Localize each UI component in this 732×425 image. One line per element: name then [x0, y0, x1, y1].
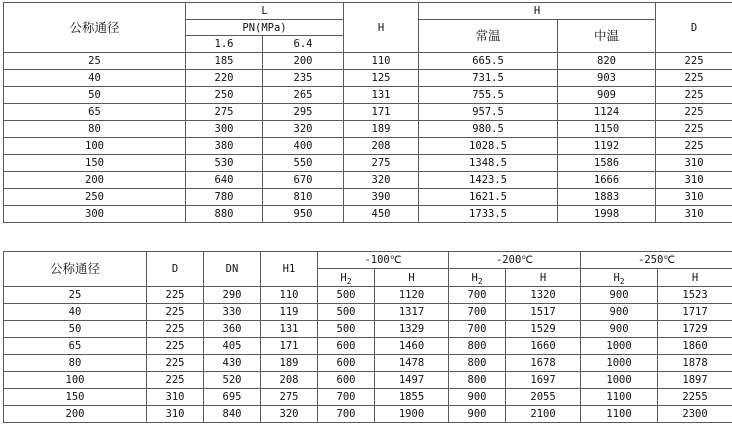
table-row [4, 172, 732, 189]
table-cell: 1678 [506, 355, 581, 372]
table-cell: 700 [318, 406, 375, 423]
header-D: D [656, 3, 732, 53]
table-cell: 275 [261, 389, 318, 406]
table-row [4, 206, 732, 223]
table-row [4, 138, 732, 155]
table-cell: 900 [581, 287, 658, 304]
header-minus-100: -100℃ [318, 252, 449, 269]
header-mid-temp: 中温 [558, 20, 656, 53]
table-cell: 225 [656, 138, 732, 155]
header-minus-250: -250℃ [581, 252, 732, 269]
table-cell: 189 [344, 121, 419, 138]
table-cell: 80 [4, 121, 186, 138]
table-cell: 731.5 [419, 70, 558, 87]
table-cell: 500 [318, 304, 375, 321]
header-D: D [147, 252, 204, 287]
table-cell: 390 [344, 189, 419, 206]
table-cell: 800 [449, 355, 506, 372]
table-cell: 450 [344, 206, 419, 223]
table-cell: 1717 [658, 304, 732, 321]
table-cell: 380 [186, 138, 263, 155]
table-cell: 265 [263, 87, 344, 104]
table-cell: 275 [186, 104, 263, 121]
table-cell: 225 [147, 304, 204, 321]
table-cell: 208 [344, 138, 419, 155]
table-cell: 125 [344, 70, 419, 87]
table-row [4, 406, 732, 423]
table-row [4, 121, 732, 138]
table-cell: 225 [147, 287, 204, 304]
table-cell: 131 [344, 87, 419, 104]
table-cell: 1348.5 [419, 155, 558, 172]
table-cell: 310 [147, 389, 204, 406]
table-cell: 208 [261, 372, 318, 389]
table-cell: 1150 [558, 121, 656, 138]
table-cell: 1660 [506, 338, 581, 355]
header-pn-6-4: 6.4 [263, 36, 344, 53]
table-row [4, 53, 732, 70]
table-cell: 700 [449, 304, 506, 321]
table-cell: 695 [204, 389, 261, 406]
table-cell: 290 [204, 287, 261, 304]
table-cell: 670 [263, 172, 344, 189]
table-row [4, 155, 732, 172]
table-cell: 25 [4, 53, 186, 70]
table-cell: 295 [263, 104, 344, 121]
table-cell: 400 [263, 138, 344, 155]
table-cell: 225 [656, 104, 732, 121]
table-cell: 225 [656, 53, 732, 70]
header-H1: H1 [261, 252, 318, 287]
table-cell: 171 [344, 104, 419, 121]
table-cell: 1320 [506, 287, 581, 304]
header-normal-temp: 常温 [419, 20, 558, 53]
table-cell: 430 [204, 355, 261, 372]
table-cell: 225 [656, 87, 732, 104]
table-cell: 903 [558, 70, 656, 87]
table-cell: 1523 [658, 287, 732, 304]
table-row [4, 321, 732, 338]
table-row [4, 70, 732, 87]
table-cell: 2300 [658, 406, 732, 423]
table-cell: 500 [318, 321, 375, 338]
table-cell: 310 [147, 406, 204, 423]
table-cell: 185 [186, 53, 263, 70]
table-cell: 900 [581, 304, 658, 321]
table-cell: 1100 [581, 406, 658, 423]
table-cell: 1478 [375, 355, 449, 372]
table-cell: 1460 [375, 338, 449, 355]
table-cell: 320 [263, 121, 344, 138]
table-cell: 1317 [375, 304, 449, 321]
table-cell: 1697 [506, 372, 581, 389]
table-cell: 171 [261, 338, 318, 355]
header-H: H [658, 269, 732, 287]
header-nominal-diameter: 公称通径 [4, 3, 186, 53]
table-cell: 220 [186, 70, 263, 87]
table-cell: 950 [263, 206, 344, 223]
table-cell: 1900 [375, 406, 449, 423]
table-cell: 225 [147, 338, 204, 355]
table-cell: 225 [147, 321, 204, 338]
table-cell: 25 [4, 287, 147, 304]
dimension-table-cryogenic [3, 251, 732, 423]
table-cell: 1000 [581, 372, 658, 389]
header-H: H [375, 269, 449, 287]
table-row [4, 389, 732, 406]
table-cell: 225 [656, 121, 732, 138]
table-cell: 100 [4, 372, 147, 389]
header-DN: DN [204, 252, 261, 287]
table-cell: 700 [318, 389, 375, 406]
table-cell: 1423.5 [419, 172, 558, 189]
table-cell: 320 [261, 406, 318, 423]
table-cell: 1120 [375, 287, 449, 304]
table-cell: 840 [204, 406, 261, 423]
dimension-table-standard [3, 2, 732, 223]
table-cell: 1192 [558, 138, 656, 155]
table-cell: 900 [449, 406, 506, 423]
table-cell: 1897 [658, 372, 732, 389]
table-cell: 900 [581, 321, 658, 338]
table-cell: 225 [656, 70, 732, 87]
table-cell: 200 [4, 172, 186, 189]
table-cell: 1729 [658, 321, 732, 338]
table-row [4, 338, 732, 355]
header-H2: $H_2$ [318, 269, 375, 287]
table-cell: 755.5 [419, 87, 558, 104]
table-cell: 550 [263, 155, 344, 172]
table-cell: 250 [4, 189, 186, 206]
table-cell: 1998 [558, 206, 656, 223]
table-cell: 310 [656, 155, 732, 172]
table-cell: 225 [147, 355, 204, 372]
table-cell: 189 [261, 355, 318, 372]
table-row [4, 304, 732, 321]
table-cell: 300 [4, 206, 186, 223]
table-cell: 700 [449, 287, 506, 304]
table-cell: 700 [449, 321, 506, 338]
table-cell: 50 [4, 321, 147, 338]
table-cell: 250 [186, 87, 263, 104]
table-cell: 131 [261, 321, 318, 338]
header-H2: $H_2$ [449, 269, 506, 287]
table-row [4, 87, 732, 104]
table-cell: 80 [4, 355, 147, 372]
table-cell: 65 [4, 338, 147, 355]
table-cell: 1586 [558, 155, 656, 172]
table-cell: 957.5 [419, 104, 558, 121]
table-cell: 780 [186, 189, 263, 206]
table-cell: 200 [263, 53, 344, 70]
table-cell: 310 [656, 189, 732, 206]
table1-body [4, 53, 732, 223]
header-H-group: H [419, 3, 656, 20]
table-cell: 405 [204, 338, 261, 355]
table-cell: 119 [261, 304, 318, 321]
table-cell: 1529 [506, 321, 581, 338]
table-cell: 1517 [506, 304, 581, 321]
table-row [4, 372, 732, 389]
table-cell: 1860 [658, 338, 732, 355]
table-row [4, 104, 732, 121]
table-cell: 600 [318, 372, 375, 389]
table-cell: 810 [263, 189, 344, 206]
table-cell: 800 [449, 372, 506, 389]
table-cell: 360 [204, 321, 261, 338]
table-cell: 1733.5 [419, 206, 558, 223]
table-cell: 100 [4, 138, 186, 155]
table2-body [4, 287, 732, 423]
table-cell: 1000 [581, 338, 658, 355]
table-cell: 1666 [558, 172, 656, 189]
table-cell: 1497 [375, 372, 449, 389]
table-cell: 200 [4, 406, 147, 423]
table-row [4, 287, 732, 304]
table-cell: 1855 [375, 389, 449, 406]
table-cell: 1883 [558, 189, 656, 206]
table-cell: 880 [186, 206, 263, 223]
table-cell: 2255 [658, 389, 732, 406]
table-cell: 600 [318, 355, 375, 372]
table-cell: 530 [186, 155, 263, 172]
table-cell: 800 [449, 338, 506, 355]
table-cell: 300 [186, 121, 263, 138]
table-row [4, 189, 732, 206]
table-cell: 40 [4, 304, 147, 321]
table-cell: 1000 [581, 355, 658, 372]
table-cell: 150 [4, 389, 147, 406]
table-cell: 330 [204, 304, 261, 321]
table-cell: 1329 [375, 321, 449, 338]
table-row [4, 355, 732, 372]
table-cell: 110 [344, 53, 419, 70]
header-H: H [344, 3, 419, 53]
header-L: L [186, 3, 344, 20]
table-cell: 50 [4, 87, 186, 104]
table-cell: 500 [318, 287, 375, 304]
table-cell: 310 [656, 206, 732, 223]
header-pn: PN(MPa) [186, 20, 344, 36]
table-cell: 65 [4, 104, 186, 121]
table-cell: 1124 [558, 104, 656, 121]
table-cell: 1621.5 [419, 189, 558, 206]
table-cell: 320 [344, 172, 419, 189]
table-cell: 980.5 [419, 121, 558, 138]
table-cell: 150 [4, 155, 186, 172]
table-cell: 2100 [506, 406, 581, 423]
table-cell: 1878 [658, 355, 732, 372]
table-cell: 820 [558, 53, 656, 70]
header-nominal-diameter: 公称通径 [4, 252, 147, 287]
table-cell: 600 [318, 338, 375, 355]
table-cell: 110 [261, 287, 318, 304]
table-cell: 520 [204, 372, 261, 389]
header-minus-200: -200℃ [449, 252, 581, 269]
table-cell: 640 [186, 172, 263, 189]
table-cell: 310 [656, 172, 732, 189]
table-cell: 235 [263, 70, 344, 87]
table-cell: 275 [344, 155, 419, 172]
header-H: H [506, 269, 581, 287]
table-cell: 665.5 [419, 53, 558, 70]
table-cell: 900 [449, 389, 506, 406]
header-H2: $H_2$ [581, 269, 658, 287]
table-cell: 909 [558, 87, 656, 104]
header-pn-1-6: 1.6 [186, 36, 263, 53]
table-cell: 1100 [581, 389, 658, 406]
table-cell: 40 [4, 70, 186, 87]
table-cell: 2055 [506, 389, 581, 406]
table-cell: 225 [147, 372, 204, 389]
table-cell: 1028.5 [419, 138, 558, 155]
